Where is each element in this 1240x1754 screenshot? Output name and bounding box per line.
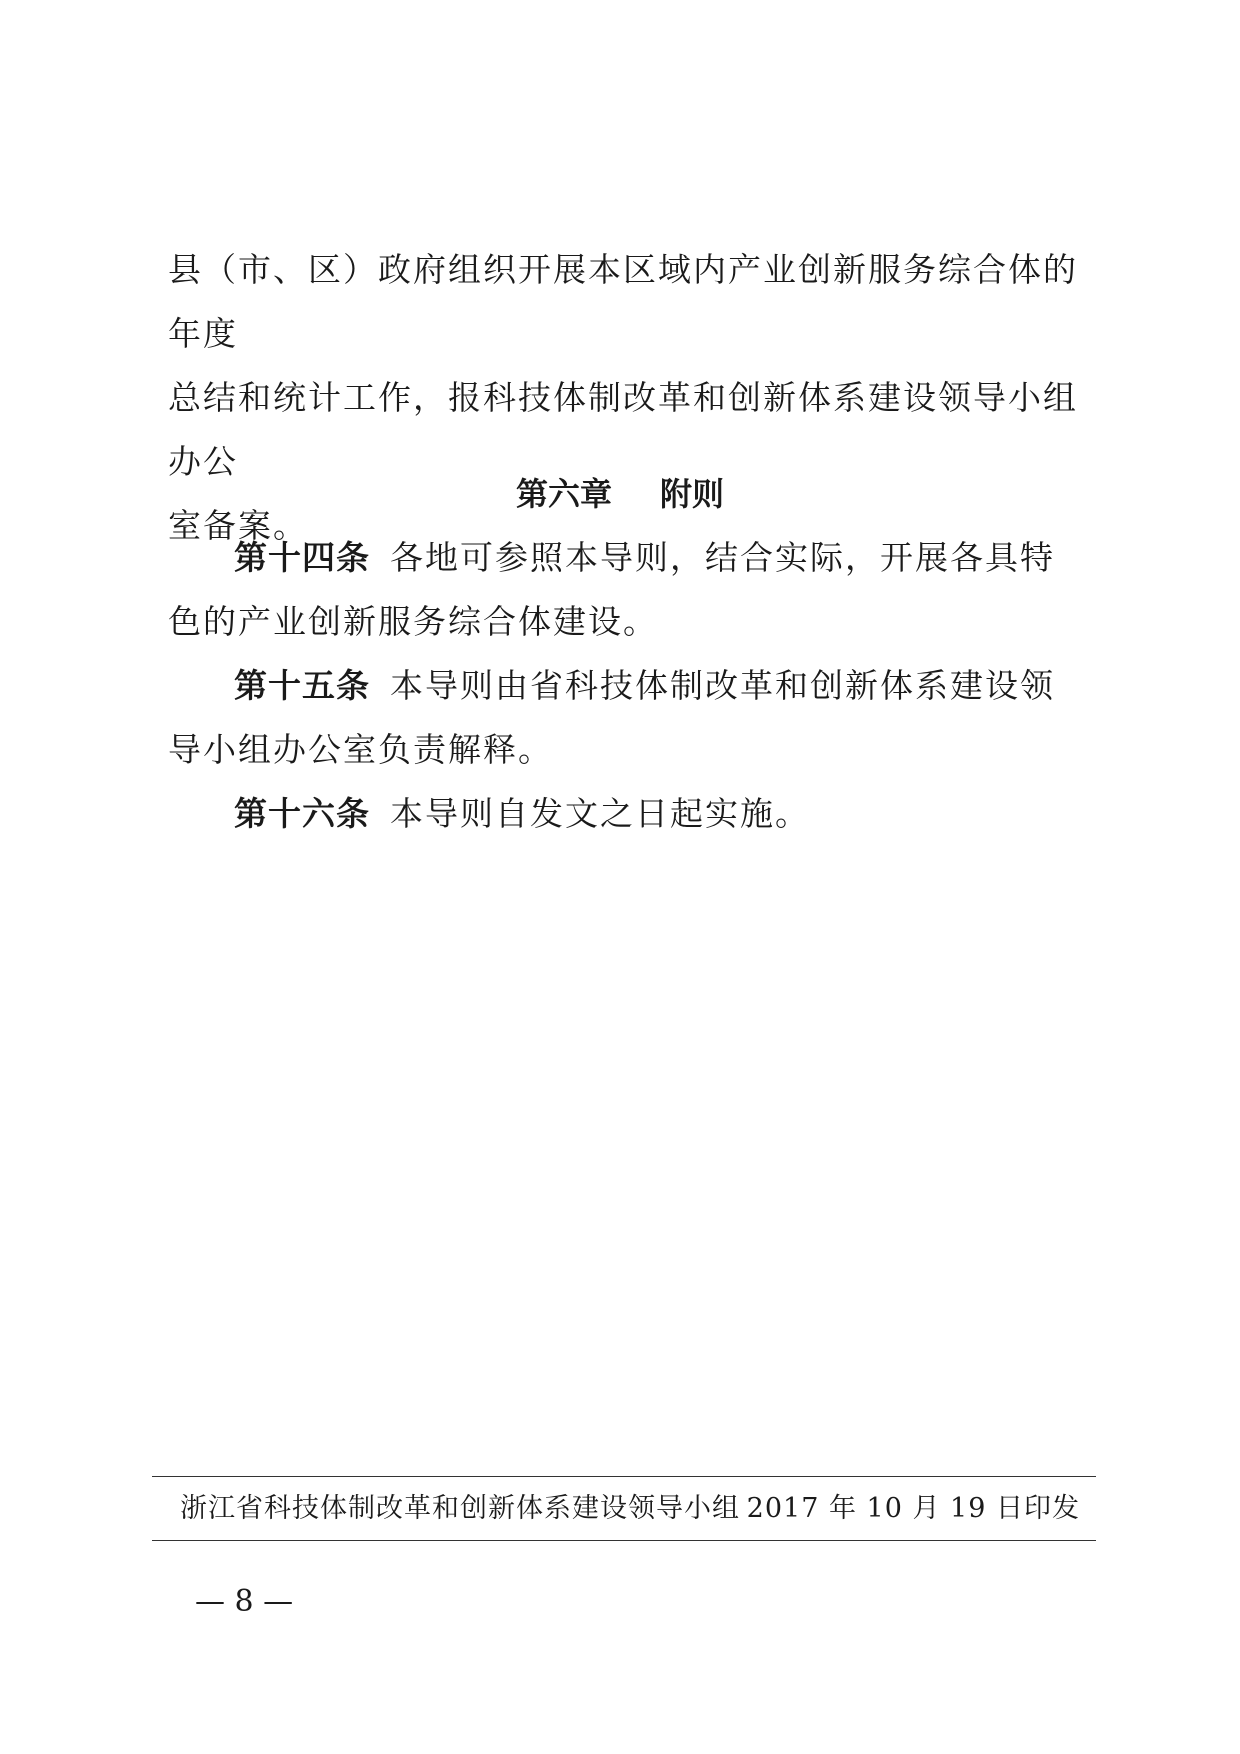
top-paragraph-line: 县（市、区）政府组织开展本区域内产业创新服务综合体的年度 bbox=[168, 250, 1078, 353]
chapter-title: 附则 bbox=[660, 475, 725, 513]
issuer-line bbox=[180, 1486, 1080, 1532]
top-paragraph-line: 室备案。 bbox=[168, 506, 308, 545]
chapter-number: 第六章 bbox=[515, 475, 612, 513]
chapter-heading bbox=[0, 462, 1240, 526]
page-number: — 8 — bbox=[195, 1584, 294, 1619]
article-label: 第十六条 bbox=[234, 794, 370, 833]
article-16 bbox=[168, 782, 1088, 846]
article-15 bbox=[168, 654, 1088, 782]
article-label: 第十五条 bbox=[234, 666, 370, 705]
article-label: 第十四条 bbox=[234, 538, 370, 577]
article-text: 各地可参照本导则，结合实际，开展各具特色的产业创新服务综合体建设。 bbox=[168, 538, 1055, 641]
articles-section bbox=[168, 526, 1088, 846]
article-text: 本导则自发文之日起实施。 bbox=[390, 794, 810, 833]
issuer-name: 浙江省科技体制改革和创新体系建设领导小组 bbox=[180, 1493, 740, 1524]
article-text: 本导则由省科技体制改革和创新体系建设领导小组办公室负责解释。 bbox=[168, 666, 1055, 769]
footer-top-rule bbox=[152, 1476, 1096, 1477]
issue-date: 2017 年 10 月 19 日印发 bbox=[746, 1493, 1080, 1524]
footer-bottom-rule bbox=[152, 1540, 1096, 1541]
article-14 bbox=[168, 526, 1088, 654]
top-paragraph-line: 总结和统计工作，报科技体制改革和创新体系建设领导小组办公 bbox=[168, 378, 1078, 481]
